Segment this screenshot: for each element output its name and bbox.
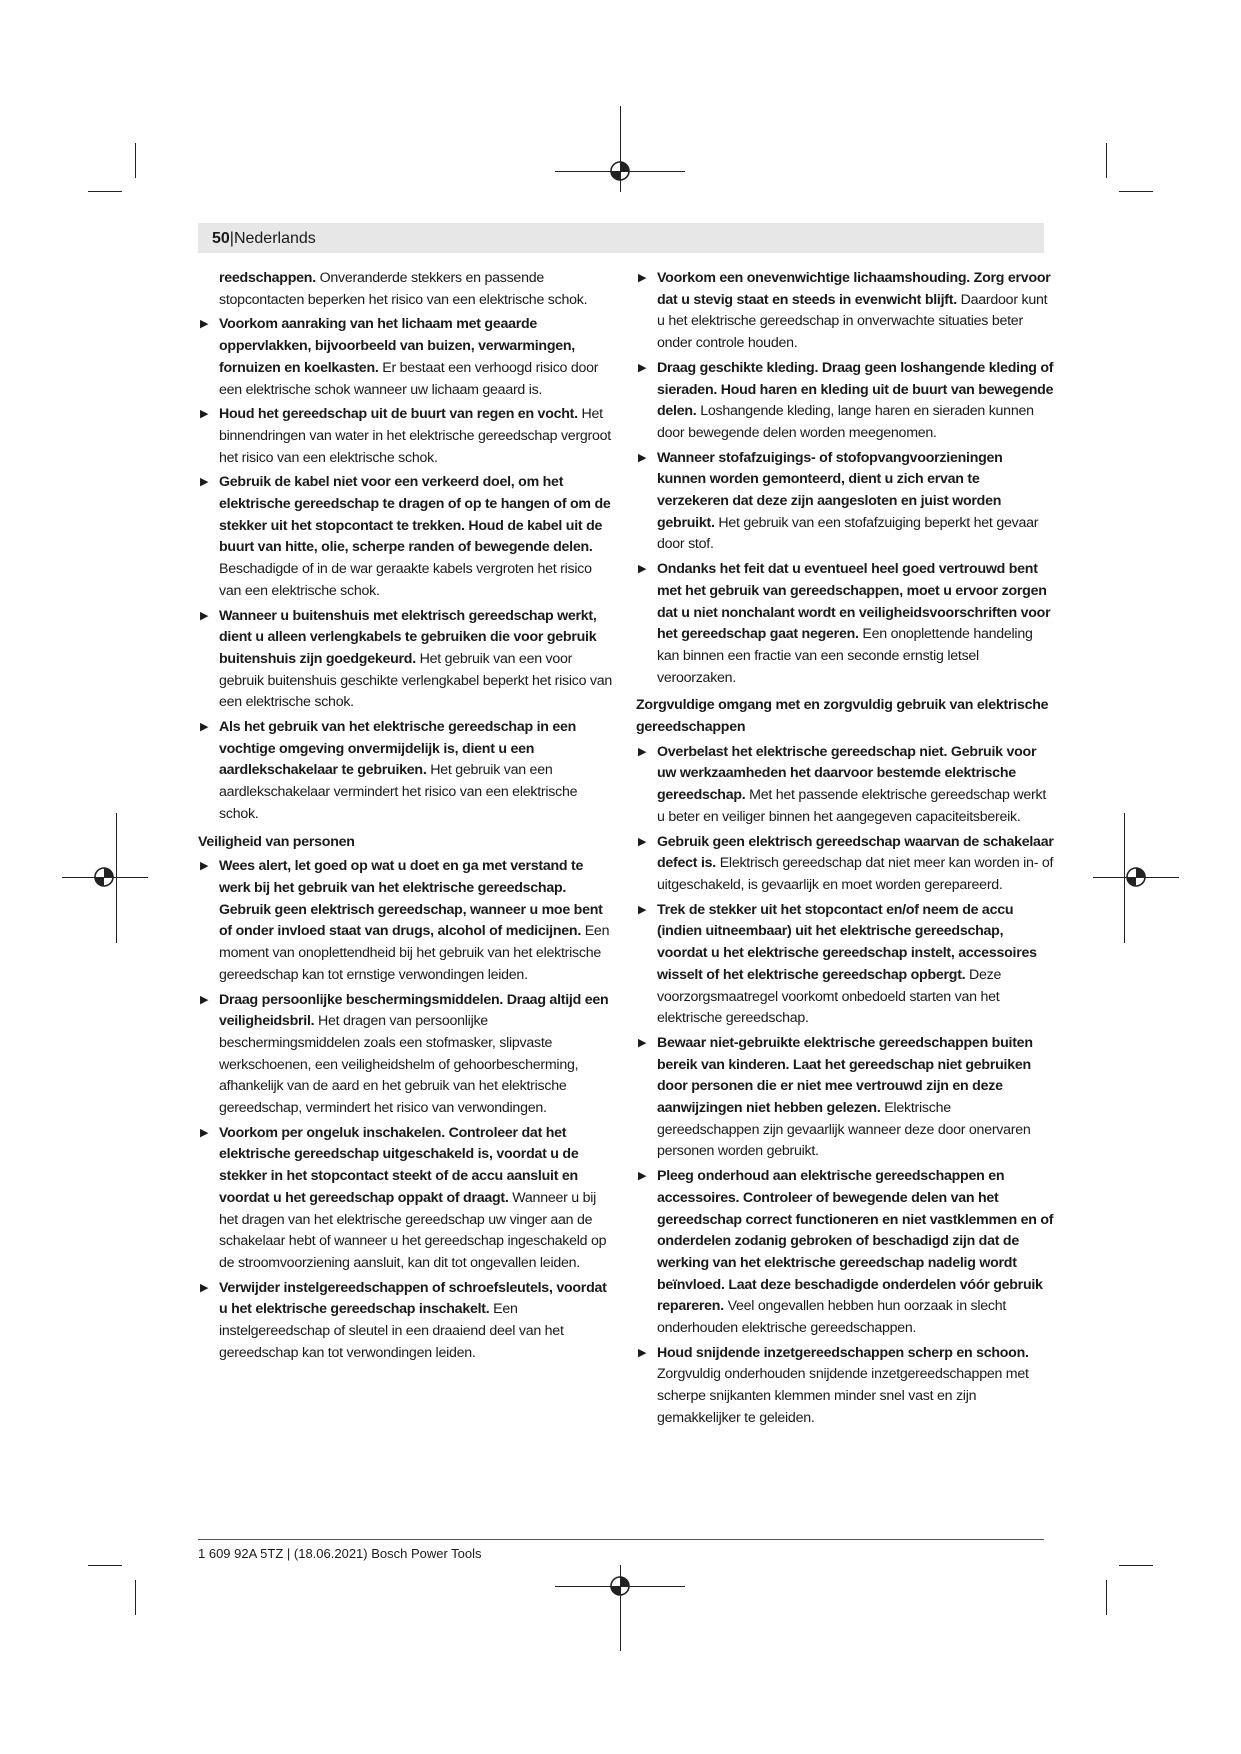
- registration-mark-right-icon: [1123, 864, 1149, 890]
- crop-mark-top-left-h: [88, 191, 122, 192]
- list-item: ▶ Voorkom per ongeluk inschakelen. Controleer dat het elektrische gereedschap uitgeschakeld is, voordat u de stekker in het stopcontact steekt of de accu aansluit en voordat u het gereedschap oppakt of draagt. Wanneer u bij het dragen van het elektrische gereedschap uw vinger aan de schakelaar hebt of wanneer u het gereedschap ingeschakeld op de stroomvoorziening aansluit, kan dit tot ongevallen leiden.: [200, 1124, 607, 1271]
- list-item: ▶ Als het gebruik van het elektrische gereedschap in een vochtige omgeving onvermijdelijk is, dient u een aardlekschakelaar te gebruiken. Het gebruik van een aardlekschakelaar vermindert het risico van een elektrische schok.: [200, 719, 578, 822]
- list-item: ▶ Trek de stekker uit het stopcontact en/of neem de accu (indien uitneembaar) uit het elektrische gereedschap, voordat u het elektrische gereedschap instelt, accessoires wisselt of het elektrische gereedschap opbergt. Deze voorzorgsmaatregel voorkomt onbedoeld starten van het elektrische gereedschap.: [638, 901, 1037, 1027]
- bullet-arrow-icon: ▶: [638, 1170, 647, 1183]
- bullet-arrow-icon: ▶: [638, 903, 647, 916]
- list-item: ▶ Voorkom aanraking van het lichaam met geaarde oppervlakken, bijvoorbeeld van buizen, verwarmingen, fornuizen en koelkasten. Er bestaat een verhoogd risico door een elektrische schok wanneer uw lichaam geaard is.: [200, 316, 599, 398]
- bullet-arrow-icon: ▶: [200, 1281, 209, 1294]
- bullet-arrow-icon: ▶: [638, 1036, 647, 1049]
- list-item: ▶ Draag persoonlijke beschermingsmiddelen. Draag altijd een veiligheidsbril. Het dragen van persoonlijke beschermingsmiddelen zoals een stofmasker, slipvaste werkschoenen, een veiligheidshelm of gehoorbescherming, afhankelijk van de aard en het gebruik van het elektrische gereedschap, vermindert het risico van verwondingen.: [200, 991, 609, 1117]
- bullet-arrow-icon: ▶: [638, 835, 647, 848]
- left-intro-paragraph: reedschappen. Onveranderde stekkers en passende stopcontacten beperken het risico van een elektrische schok.: [219, 270, 588, 308]
- left-column: [198, 268, 616, 1367]
- crop-mark-bottom-left-v: [135, 1580, 136, 1615]
- crop-mark-top-right-h: [1119, 191, 1153, 192]
- crop-mark-bottom-right-v: [1106, 1580, 1107, 1615]
- bullet-arrow-icon: ▶: [200, 1126, 209, 1139]
- list-item: ▶ Bewaar niet-gebruikte elektrische gereedschappen buiten bereik van kinderen. Laat het gereedschap niet gebruiken door personen die er niet mee vertrouwd zijn en deze aanwijzingen niet hebben gelezen. Elektrische gereedschappen zijn gevaarlijk wanneer deze door onervaren personen worden gebruikt.: [638, 1034, 1033, 1160]
- bullet-arrow-icon: ▶: [638, 361, 647, 374]
- bullet-arrow-icon: ▶: [200, 318, 209, 331]
- crop-mark-top-right-v: [1106, 143, 1107, 178]
- right-column: [636, 268, 1054, 1433]
- list-item: ▶ Gebruik de kabel niet voor een verkeerd doel, om het elektrische gereedschap te dragen of op te hangen of om de stekker uit het stopcontact te trekken. Houd de kabel uit de buurt van hitte, olie, scherpe randen of bewegende delen. Beschadigde of in de war geraakte kabels vergroten het risico van een elektrische schok.: [200, 474, 611, 599]
- page-number: 50: [212, 230, 230, 247]
- bullet-arrow-icon: ▶: [200, 476, 209, 489]
- header-language: Nederlands: [233, 230, 316, 247]
- registration-mark-bottom-icon: [607, 1573, 633, 1599]
- bullet-arrow-icon: ▶: [638, 451, 647, 464]
- bullet-arrow-icon: ▶: [200, 860, 209, 873]
- list-item: ▶ Pleeg onderhoud aan elektrische gereedschappen en accessoires. Controleer of bewegende delen van het gereedschap correct functioneren en niet vastklemmen en of onderdelen zodanig gebroken of beschadigd zijn dat de werking van het elektrische gereedschap nadelig wordt beïnvloed. Laat deze beschadigde onderdelen vóór gebruik repareren. Veel ongevallen hebben hun oorzaak in slecht onderhouden elektrische gereedschappen.: [638, 1168, 1054, 1337]
- bullet-arrow-icon: ▶: [638, 272, 647, 284]
- list-item: ▶ Wanneer stofafzuigings- of stofopvangvoorzieningen kunnen worden gemonteerd, dient u zich ervan te verzekeren dat deze zijn aangesloten en juist worden gebruikt. Het gebruik van een stofafzuiging beperkt het gevaar door stof.: [638, 449, 1039, 553]
- bullet-arrow-icon: ▶: [638, 745, 647, 758]
- section-heading: Zorgvuldige omgang met en zorgvuldig gebruik van elektrische gereedschappen: [636, 697, 1049, 736]
- page-footer: 1 609 92A 5TZ | (18.06.2021) Bosch Power Tools: [198, 1546, 482, 1561]
- footer-rule: [198, 1539, 1044, 1540]
- list-item: ▶ Verwijder instelgereedschappen of schroefsleutels, voordat u het elektrische gereedschap inschakelt. Een instelgereedschap of sleutel in een draaiend deel van het gereedschap kan tot verwondingen leiden.: [200, 1279, 607, 1361]
- registration-mark-left-icon: [91, 864, 117, 890]
- list-item: ▶ Wees alert, let goed op wat u doet en ga met verstand te werk bij het gebruik van het elektrische gereedschap. Gebruik geen elektrisch gereedschap, wanneer u moe bent of onder invloed staat van drugs, alcohol of medicijnen. Een moment van onoplettendheid bij het gebruik van het elektrische gereedschap kan tot ernstige verwondingen leiden.: [200, 858, 610, 983]
- list-item: ▶ Gebruik geen elektrisch gereedschap waarvan de schakelaar defect is. Elektrisch gereedschap dat niet meer kan worden in- of uitgeschakeld, is gevaarlijk en moet worden gerepareerd.: [638, 833, 1054, 893]
- crop-mark-top-left-v: [135, 143, 136, 178]
- bullet-arrow-icon: ▶: [200, 609, 209, 622]
- bullet-arrow-icon: ▶: [200, 993, 209, 1006]
- list-item: ▶ Voorkom een onevenwichtige lichaamshouding. Zorg ervoor dat u stevig staat en steeds in evenwicht blijft. Daardoor kunt u het elektrische gereedschap in onverwachte situaties beter onder controle houden.: [638, 270, 1051, 352]
- bullet-arrow-icon: ▶: [638, 563, 647, 576]
- crop-mark-bottom-right-h: [1119, 1565, 1153, 1566]
- bullet-arrow-icon: ▶: [200, 408, 209, 421]
- list-item: ▶ Houd het gereedschap uit de buurt van regen en vocht. Het binnendringen van water in het elektrische gereedschap vergroot het risico van een elektrische schok.: [200, 406, 612, 466]
- list-item: ▶ Wanneer u buitenshuis met elektrisch gereedschap werkt, dient u alleen verlengkabels te gebruiken die voor gebruik buitenshuis zijn goedgekeurd. Het gebruik van een voor gebruik buitenshuis geschikte verlengkabel beperkt het risico van een elektrische schok.: [200, 607, 613, 711]
- bullet-arrow-icon: ▶: [200, 721, 209, 734]
- list-item: ▶ Draag geschikte kleding. Draag geen loshangende kleding of sieraden. Houd haren en kleding uit de buurt van bewegende delen. Loshangende kleding, lange haren en sieraden kunnen door bewegende delen worden meegenomen.: [638, 359, 1054, 441]
- page-header: [212, 229, 316, 249]
- header-bar: [198, 223, 1044, 253]
- list-item: ▶ Ondanks het feit dat u eventueel heel goed vertrouwd bent met het gebruik van gereedschappen, moet u ervoor zorgen dat u niet nonchalant wordt en veiligheidsvoorschriften voor het gereedschap gaat negeren. Een onoplettende handeling kan binnen een fractie van een seconde ernstig letsel veroorzaken.: [638, 561, 1051, 686]
- header-separator: |: [229, 230, 234, 247]
- registration-mark-top-icon: [607, 158, 633, 184]
- list-item: ▶ Houd snijdende inzetgereedschappen scherp en schoon. Zorgvuldig onderhouden snijdende inzetgereedschappen met scherpe snijkanten klemmen minder snel vast en zijn gemakkelijker te geleiden.: [638, 1344, 1029, 1426]
- section-heading: Veiligheid van personen: [198, 833, 355, 850]
- list-item: ▶ Overbelast het elektrische gereedschap niet. Gebruik voor uw werkzaamheden het daarvoor bestemde elektrische gereedschap. Met het passende elektrische gereedschap werkt u beter en veiliger binnen het aangegeven capaciteitsbereik.: [638, 743, 1047, 825]
- bullet-arrow-icon: ▶: [638, 1346, 647, 1359]
- crop-mark-bottom-left-h: [88, 1565, 122, 1566]
